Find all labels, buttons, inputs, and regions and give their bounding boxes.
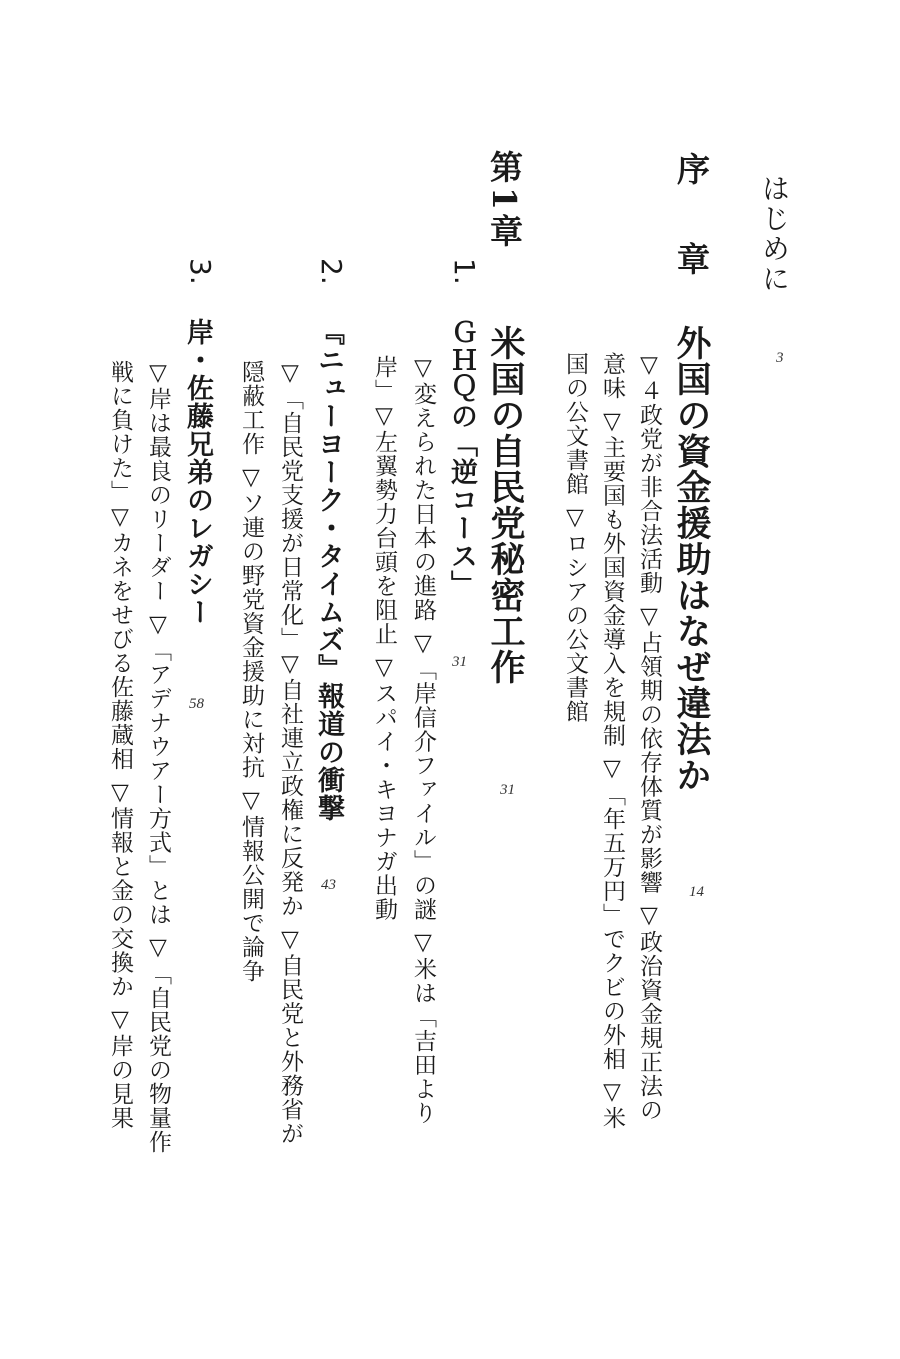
intro-page-number: 3 — [776, 350, 784, 366]
section2-page-number: 43 — [321, 877, 336, 893]
section3-page-number: 58 — [189, 696, 204, 712]
chapter1-page-number: 31 — [500, 782, 515, 798]
prologue-label: 序 章 — [672, 152, 711, 287]
prologue-summary-line-1: ▽４政党が非合法活動 ▽占領期の依存体質が影響 ▽政治資金規正法の — [636, 352, 662, 1122]
section3-title: 岸・佐藤兄弟のレガシー — [182, 318, 213, 626]
section2-summary-line-1: ▽「自民党支援が日常化」▽自社連立政権に反発か ▽自民党と外務省が — [277, 360, 303, 1146]
chapter1-label: 第1章 — [485, 150, 524, 251]
prologue-title: 外国の資金援助はなぜ違法か — [671, 325, 712, 793]
section3-number: 3. — [184, 258, 217, 285]
prologue-summary-line-2: 意味 ▽主要国も外国資金導入を規制 ▽「年五万円」でクビの外相 ▽米 — [599, 352, 625, 1130]
section1-page-number: 31 — [452, 654, 467, 670]
section2-summary-line-2: 隠蔽工作 ▽ソ連の野党資金援助に対抗 ▽情報公開で論争 — [238, 360, 264, 983]
section2-title: 『ニューヨーク・タイムズ』報道の衝撃 — [313, 318, 344, 822]
prologue-page-number: 14 — [689, 884, 704, 900]
section3-summary-line-1: ▽岸は最良のリーダー ▽「アデナウアー方式」とは ▽「自民党の物量作 — [145, 360, 171, 1154]
prologue-summary-line-3: 国の公文書館 ▽ロシアの公文書館 — [562, 352, 588, 724]
section3-summary-line-2: 戦に負けた」▽カネをせびる佐藤蔵相 ▽情報と金の交換か ▽岸の見果 — [107, 360, 133, 1130]
section1-summary-line-2: 岸」▽左翼勢力台頭を阻止 ▽スパイ・キヨナガ出動 — [371, 355, 397, 922]
section2-number: 2. — [315, 258, 348, 285]
intro-title: はじめに — [758, 174, 791, 294]
section1-title: ＧＨＱの「逆コース」 — [446, 318, 477, 598]
section1-summary-line-1: ▽変えられた日本の進路 ▽「岸信介ファイル」の謎 ▽米は「吉田より — [410, 355, 436, 1125]
section1-number: 1. — [448, 258, 481, 285]
chapter1-title: 米国の自民党秘密工作 — [485, 325, 526, 685]
